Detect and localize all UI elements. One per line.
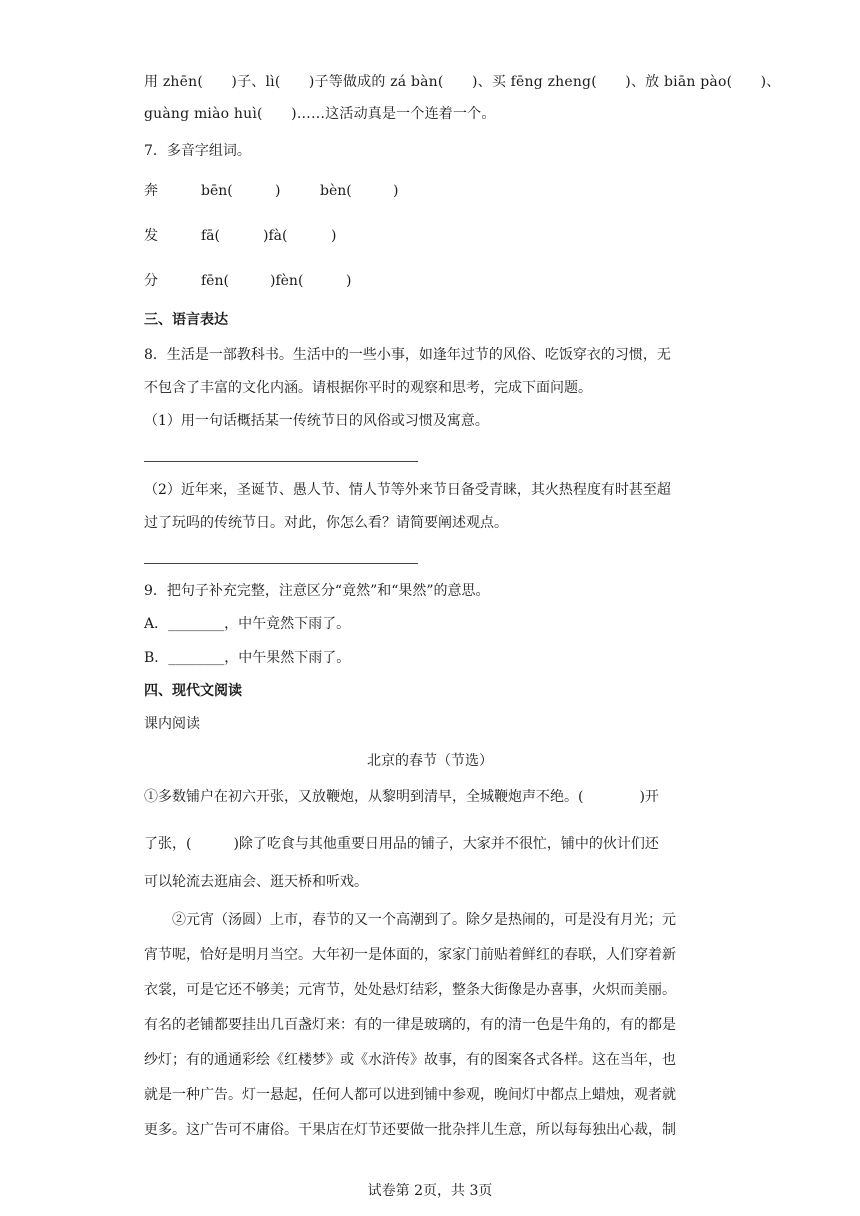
passage-p1-line-2: 了张，( )除了吃食与其他重要日用品的铺子，大家并不很忙，铺中的伙计们还 bbox=[144, 836, 659, 852]
passage-p2-line: 宵节呢，恰好是明月当空。大年初一是体面的，家家门前贴着鲜红的春联，人们穿着新 bbox=[144, 947, 676, 963]
question-7-title: 7．多音字组词。 bbox=[144, 143, 251, 159]
passage-p2-line: 就是一种广告。灯一悬起，任何人都可以进到铺中参观，晚间灯中都点上蜡烛，观者就 bbox=[144, 1087, 676, 1103]
question-8-sub-2-line-1: （2）近年来，圣诞节、愚人节、情人节等外来节日备受青睐，其火热程度有时甚至超 bbox=[144, 482, 671, 498]
pinyin-a: fēn( bbox=[201, 273, 229, 289]
answer-line-2[interactable] bbox=[144, 563, 418, 564]
question-9-option-a: A．________，中午竟然下雨了。 bbox=[144, 616, 351, 632]
pinyin-b-close: ) bbox=[331, 228, 337, 244]
question-8-line-2: 不包含了丰富的文化内涵。请根据你平时的观察和思考，完成下面问题。 bbox=[144, 380, 592, 396]
page-footer: 试卷第 2页，共 3页 bbox=[367, 1183, 493, 1199]
question-9-option-b: B．________，中午果然下雨了。 bbox=[144, 650, 351, 666]
question-8-sub-2-line-2: 过了玩吗的传统节日。对此，你怎么看？请简要阐述观点。 bbox=[144, 515, 508, 531]
section-4-subtitle: 课内阅读 bbox=[144, 716, 200, 732]
section-4-heading: 四、现代文阅读 bbox=[144, 683, 242, 699]
polyphone-char: 分 bbox=[144, 273, 158, 289]
question-8-line-1: 8．生活是一部教科书。生活中的一些小事，如逢年过节的风俗、吃饭穿衣的习惯，无 bbox=[144, 347, 671, 363]
passage-p2-line: ②元宵（汤圆）上市，春节的又一个高潮到了。除夕是热闹的，可是没有月光；元 bbox=[172, 912, 676, 928]
passage-p1-line-1: ①多数铺户在初六开张，又放鞭炮，从黎明到清早，全城鞭炮声不绝。( )开 bbox=[144, 789, 659, 805]
passage-p2-line: 纱灯；有的通通彩绘《红楼梦》或《水浒传》故事，有的图案各式各样。这在当年，也 bbox=[144, 1052, 676, 1068]
pinyin-b-close: ) bbox=[346, 273, 352, 289]
pinyin-a-close: )fèn( bbox=[270, 273, 304, 289]
passage-p2-line: 更多。这广告可不庸俗。干果店在灯节还要做一批杂拌儿生意，所以每每独出心裁，制 bbox=[144, 1122, 676, 1138]
pinyin-fill-line-2: guàng miào huì( )……这活动真是一个连着一个。 bbox=[144, 106, 496, 122]
pinyin-a: fā( bbox=[201, 228, 220, 244]
polyphone-char: 奔 bbox=[144, 183, 158, 199]
polyphone-char: 发 bbox=[144, 228, 158, 244]
passage-p1-line-3: 可以轮流去逛庙会、逛天桥和听戏。 bbox=[144, 874, 368, 890]
pinyin-b-close: ) bbox=[393, 183, 399, 199]
passage-title: 北京的春节（节选） bbox=[367, 753, 493, 769]
passage-p2-line: 衣裳，可是它还不够美；元宵节，处处悬灯结彩，整条大街像是办喜事，火炽而美丽。 bbox=[144, 982, 676, 998]
section-3-heading: 三、语言表达 bbox=[144, 312, 228, 328]
pinyin-a: bēn( bbox=[201, 183, 233, 199]
pinyin-fill-line-1: 用 zhēn( )子、lì( )子等做成的 zá bàn( )、买 fēng zheng( )、放 biān pào( )、 bbox=[144, 74, 781, 90]
question-9-title: 9．把句子补充完整，注意区分“竟然”和“果然”的意思。 bbox=[144, 583, 490, 599]
question-8-sub-1: （1）用一句话概括某一传统节日的风俗或习惯及寓意。 bbox=[144, 413, 489, 429]
answer-line-1[interactable] bbox=[144, 461, 418, 462]
pinyin-b: bèn( bbox=[320, 183, 352, 199]
pinyin-a-close: )fà( bbox=[263, 228, 288, 244]
pinyin-a-close: ) bbox=[275, 183, 281, 199]
passage-p2-line: 有名的老铺都要挂出几百盏灯来：有的一律是玻璃的，有的清一色是牛角的，有的都是 bbox=[144, 1017, 676, 1033]
